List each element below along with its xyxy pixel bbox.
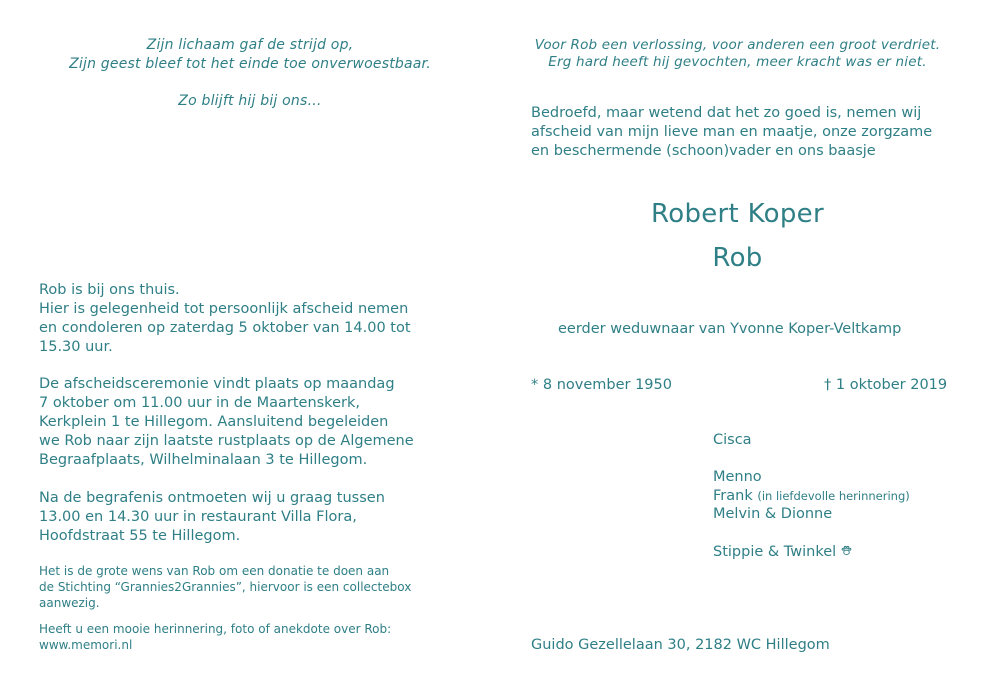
visit-line: 15.30 uur. xyxy=(39,339,113,355)
after-block xyxy=(39,489,385,546)
announce-line: en beschermende (schoon)vader en ons baasje xyxy=(531,143,876,159)
birth-date: * 8 november 1950 xyxy=(531,377,672,393)
memori-block xyxy=(39,621,391,653)
donation-line: aanwezig. xyxy=(39,596,100,610)
announce-block xyxy=(531,104,932,161)
family-pets xyxy=(713,542,852,562)
family-spouse: Cisca xyxy=(713,432,752,448)
ceremony-line: De afscheidsceremonie vindt plaats op maandag xyxy=(39,376,395,392)
quote-line-2: Erg hard heeft hij gevochten, meer kracht was er niet. xyxy=(548,54,927,70)
visit-line: Rob is bij ons thuis. xyxy=(39,282,180,298)
ceremony-line: Kerkplein 1 te Hillegom. Aansluitend begeleiden xyxy=(39,414,389,430)
after-line: Na de begrafenis ontmoeten wij u graag tussen xyxy=(39,490,385,506)
memori-line: Heeft u een mooie herinnering, foto of anekdote over Rob: xyxy=(39,622,392,636)
announce-line: Bedroefd, maar wetend dat het zo goed is, nemen wij xyxy=(531,105,922,121)
family-child-2-name: Frank xyxy=(713,488,753,504)
family-child-1: Menno xyxy=(713,469,762,485)
family-child-3: Melvin & Dionne xyxy=(713,506,833,522)
announce-line: afscheid van mijn lieve man en maatje, onze zorgzame xyxy=(531,124,933,140)
poem-line-2: Zijn geest bleef tot het einde toe onverwoestbaar. xyxy=(69,56,431,72)
family-pets-names: Stippie & Twinkel xyxy=(713,544,837,560)
visit-line: Hier is gelegenheid tot persoonlijk afscheid nemen xyxy=(39,301,409,317)
poem-line-1: Zijn lichaam gaf de strijd op, xyxy=(146,37,354,53)
donation-block xyxy=(39,563,411,611)
nickname: Rob xyxy=(712,243,763,273)
paw-icon xyxy=(841,545,852,558)
family-child-2-note: (in liefdevolle herinnering) xyxy=(757,489,910,503)
after-line: Hoofdstraat 55 te Hillegom. xyxy=(39,528,241,544)
after-line: 13.00 en 14.30 uur in restaurant Villa Flora, xyxy=(39,509,357,525)
ceremony-line: Begraafplaats, Wilhelminalaan 3 te Hillegom. xyxy=(39,452,368,468)
quote-line-1: Voor Rob een verlossing, voor anderen een groot verdriet. xyxy=(534,37,941,53)
family-child-2 xyxy=(713,487,910,506)
donation-line: Het is de grote wens van Rob om een donatie te doen aan xyxy=(39,564,390,578)
widower-line: eerder weduwnaar van Yvonne Koper-Veltkamp xyxy=(558,321,902,337)
donation-line: de Stichting “Grannies2Grannies”, hiervoor is een collectebox xyxy=(39,580,412,594)
ceremony-block xyxy=(39,375,414,470)
poem-close: Zo blijft hij bij ons… xyxy=(178,93,322,109)
address: Guido Gezellelaan 30, 2182 WC Hillegom xyxy=(531,637,830,653)
ceremony-line: 7 oktober om 11.00 uur in de Maartenskerk, xyxy=(39,395,360,411)
death-date: † 1 oktober 2019 xyxy=(824,377,948,393)
visit-block xyxy=(39,281,411,357)
full-name: Robert Koper xyxy=(651,199,824,229)
memori-link[interactable]: www.memori.nl xyxy=(39,638,133,652)
ceremony-line: we Rob naar zijn laatste rustplaats op de Algemene xyxy=(39,433,414,449)
visit-line: en condoleren op zaterdag 5 oktober van 14.00 tot xyxy=(39,320,411,336)
